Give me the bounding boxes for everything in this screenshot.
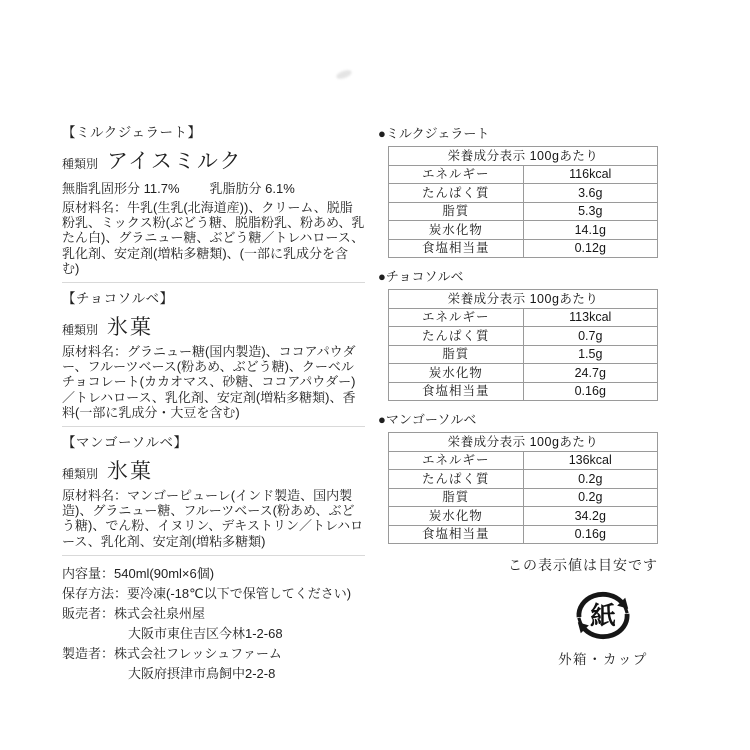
nutrition-title-milk-gelato: ●ミルクジェラート [378,126,490,141]
nutrient-value: 24.7g [523,364,658,383]
estimate-note: この表示値は目安です [508,557,658,573]
recycle-usage-label: 外箱・カップ [558,652,648,667]
nutrient-value: 113kcal [523,308,658,327]
product-title: 【チョコソルベ】 [62,291,174,307]
nutrition-table-milk-gelato [388,146,658,258]
nutrient-label: 炭水化物 [389,221,524,240]
nutrient-value: 0.16g [523,382,658,401]
nutrient-label: 脂質 [389,488,524,507]
nutrition-table-choco-sorbet [388,289,658,401]
nutrient-label: 脂質 [389,345,524,364]
nutrient-value: 0.12g [523,239,658,258]
milk-solids: 無脂乳固形分 11.7% [62,181,180,196]
nutrition-header: 栄養成分表示 100gあたり [389,433,658,452]
nutrient-label: たんぱく質 [389,184,524,203]
nutrient-value: 14.1g [523,221,658,240]
nutrition-header: 栄養成分表示 100gあたり [389,290,658,309]
package-info-block [62,564,365,684]
nutrient-value: 116kcal [523,165,658,184]
products-column [62,124,365,684]
nutrient-label: エネルギー [389,451,524,470]
type-value: 氷菓 [107,460,154,484]
nutrient-value: 34.2g [523,507,658,526]
manufacturer-line: 製造者：株式会社フレッシュファーム [62,645,282,661]
nutrient-value: 136kcal [523,451,658,470]
product-title: 【ミルクジェラート】 [62,125,202,140]
product-section-mango-sorbet [62,434,365,549]
nutrient-label: 食塩相当量 [389,525,524,544]
nutrient-value: 0.7g [523,327,658,346]
nutrient-label: たんぱく質 [389,470,524,489]
type-value: アイスミルク [107,150,243,173]
type-value: 氷菓 [107,316,154,340]
nutrient-label: エネルギー [389,165,524,184]
nutrient-value: 3.6g [523,184,658,203]
paper-recycle-icon [563,585,643,646]
paper-recycle-mark [523,585,683,668]
nutrition-column [378,126,660,668]
nutrient-label: 炭水化物 [389,364,524,383]
product-title: 【マンゴーソルベ】 [62,435,188,451]
nutrient-label: 食塩相当量 [389,382,524,401]
product-section-choco-sorbet [62,290,365,420]
ingredients-text: 原材料名：牛乳(生乳(北海道産))、クリーム、脱脂粉乳、ミックス粉(ぶどう糖、脱脂粉乳、粉あめ、乳たん白)、グラニュー糖、ぶどう糖／トレハロース、乳化剤、安定剤(増粘多糖類)、(一部に乳成分を含む) [62,200,365,276]
section-divider [62,426,365,427]
volume-line: 内容量：540ml(90ml×6個) [62,565,215,581]
nutrition-title-choco-sorbet: ●チョコソルベ [378,269,464,284]
nutrient-label: 食塩相当量 [389,239,524,258]
type-label: 種類別 [62,323,99,338]
nutrition-title-mango-sorbet: ●マンゴーソルベ [378,412,477,427]
type-line [62,455,365,485]
storage-line: 保存方法：要冷凍(-18℃以下で保管してください) [62,585,352,601]
manufacturer-address: 大阪府摂津市鳥飼中2-2-8 [128,665,276,681]
nutrient-value: 0.2g [523,470,658,489]
seller-address: 大阪市東住吉区今林1-2-68 [128,625,283,641]
nutrient-label: 脂質 [389,202,524,221]
nutrition-table-mango-sorbet [388,432,658,544]
nutrient-value: 1.5g [523,345,658,364]
nutrient-label: たんぱく質 [389,327,524,346]
nutrient-value: 0.2g [523,488,658,507]
section-divider [62,555,365,556]
nutrient-value: 5.3g [523,202,658,221]
type-label: 種類別 [62,467,99,482]
paper-kanji: 紙 [590,602,616,631]
product-section-milk-gelato [62,124,365,276]
ingredients-text: 原材料名：グラニュー糖(国内製造)、ココアパウダー、フルーツベース(粉あめ、ぶどう糖)、クーベルチョコレート(カカオマス、砂糖、ココアパウダー)／トレハロース、乳化剤、安定剤(増粘多糖類)、香料(一部に乳成分・大豆を含む) [62,344,356,420]
milk-spec-line [62,178,365,197]
seller-line: 販売者：株式会社泉州屋 [62,605,206,621]
type-label: 種類別 [62,157,99,171]
nutrient-label: 炭水化物 [389,507,524,526]
scan-smudge [335,68,352,80]
ingredients-text: 原材料名：マンゴーピューレ(インド製造、国内製造)、グラニュー糖、フルーツベース(粉あめ、ぶどう糖)、でん粉、イヌリン、デキストリン／トレハロース、乳化剤、安定剤(増粘多糖類) [62,488,364,549]
nutrition-header: 栄養成分表示 100gあたり [389,147,658,166]
type-line [62,311,365,341]
section-divider [62,282,365,283]
type-line [62,145,365,175]
nutrient-value: 0.16g [523,525,658,544]
milk-fat: 乳脂肪分 6.1% [209,181,295,196]
nutrient-label: エネルギー [389,308,524,327]
